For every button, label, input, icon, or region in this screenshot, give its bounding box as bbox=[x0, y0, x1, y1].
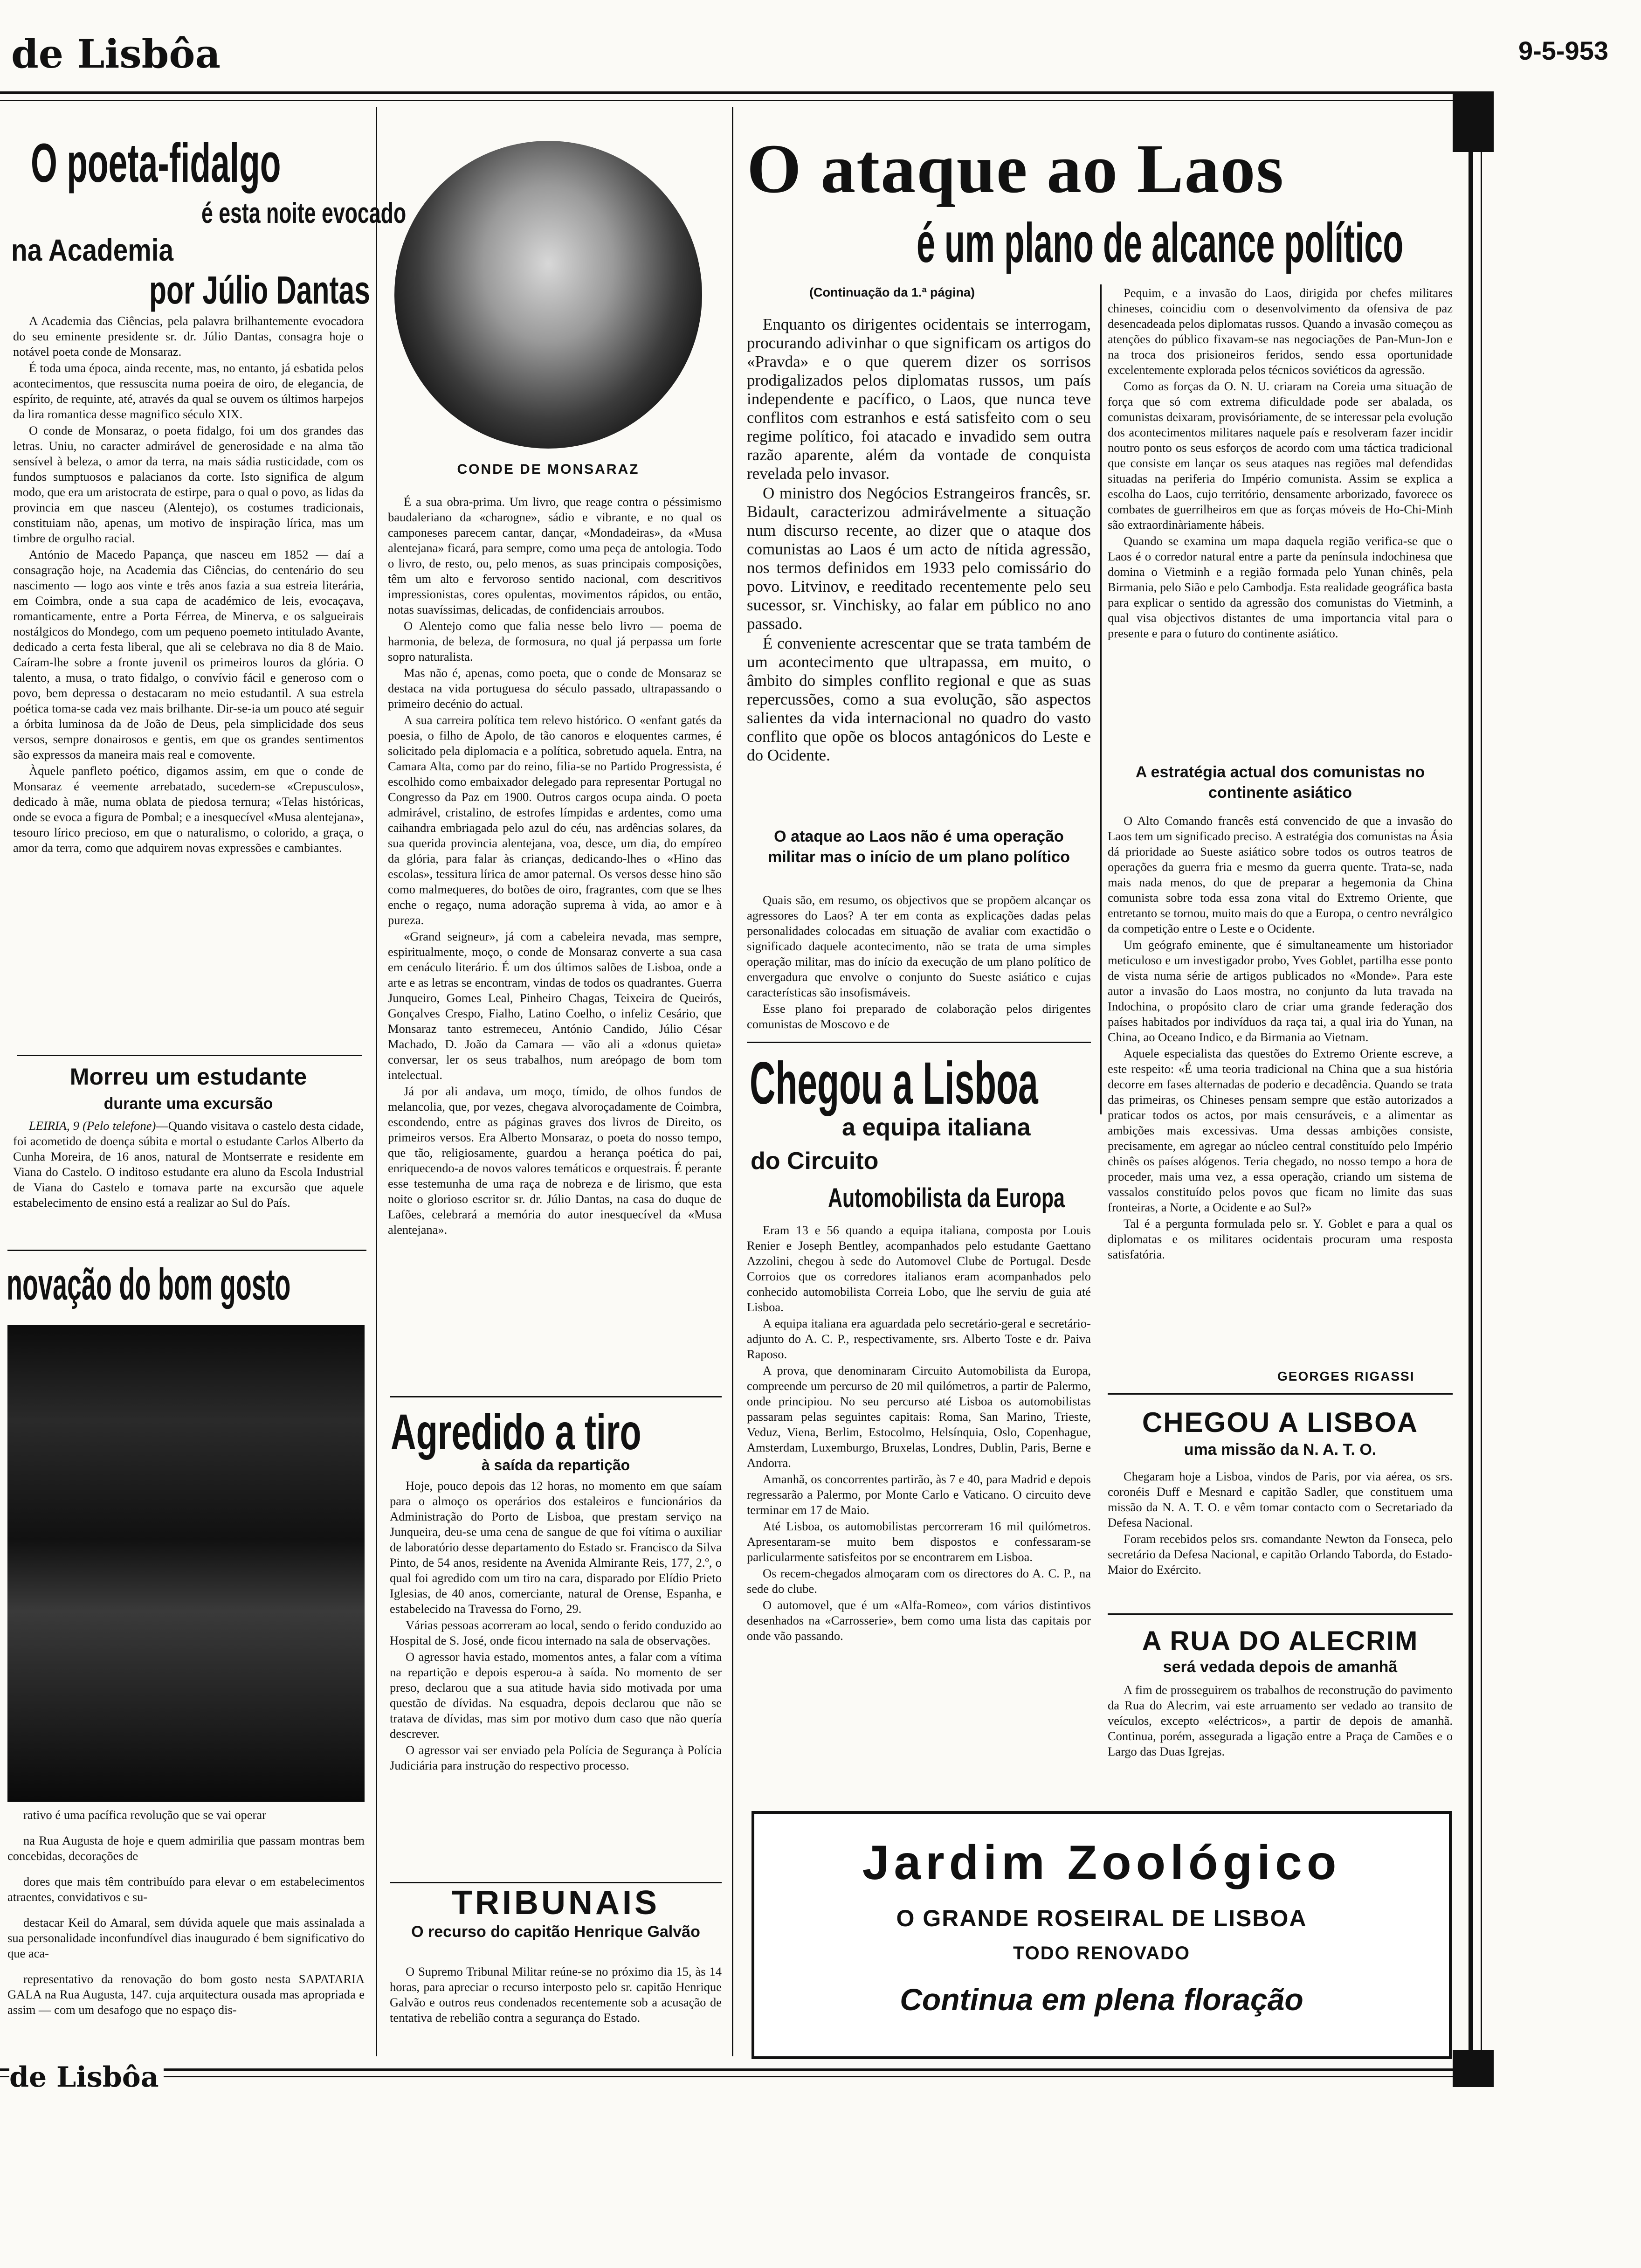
nato-headline: CHEGOU A LISBOA bbox=[1142, 1407, 1419, 1438]
chegou-subhead-1: a equipa italiana bbox=[842, 1114, 1031, 1141]
alecrim-headline: A RUA DO ALECRIM bbox=[1142, 1626, 1419, 1656]
renovacao-para: destacar Keil do Amaral, sem dúvida aquele que mais assinalada a sua personalidade inconfundível dias inaugurado é bem significativo do que aca- bbox=[7, 1915, 365, 1960]
laos-para: O Alto Comando francês está convencido de que a invasão do Laos tem um significado preciso. A estratégia dos comunistas na Ásia dá prioridade ao Sueste asiático sobre todos os outros teatros de operações da guerra fria e mesmo da guerra quente. Trata-se, nada mais nada menos, do que de preparar a hegemonia da China comunista sobre toda essa zona vital do Extremo Oriente, que entretanto se tornou, muito mais do que a Europa, o centro nevrálgico da competição entre o Leste e o Ocidente. bbox=[1108, 814, 1453, 935]
bottom-right-block bbox=[1453, 2050, 1494, 2087]
masthead-title: de Lisbôa bbox=[11, 31, 221, 77]
right-vertical-rule-thin bbox=[1481, 93, 1482, 2066]
portrait-photo bbox=[394, 141, 702, 449]
portrait-caption: CONDE DE MONSARAZ bbox=[457, 462, 640, 477]
laos-subhead: é um plano de alcance político bbox=[917, 212, 1404, 274]
laos-headline: O ataque ao Laos bbox=[747, 130, 1284, 207]
laos-body-right-2 bbox=[1108, 813, 1453, 1362]
renovacao-para: na Rua Augusta de hoje e quem admirilia que passam montras bem concebidas, decorações de bbox=[7, 1833, 365, 1863]
top-rule bbox=[0, 91, 1492, 94]
chegou-body bbox=[747, 1223, 1091, 1811]
middle-para: O Alentejo como que falia nesse belo livro — poema de harmonia, de beleza, de formosura, no qual já perpassa um forte sopro naturalista. bbox=[388, 619, 722, 664]
laos-body-right bbox=[1108, 285, 1453, 756]
tribunais-para: O Supremo Tribunal Militar reúne-se no próximo dia 15, às 14 horas, para apreciar o recurso interposto pelo sr. capitão Henrique Galvão e outros reus condenados recentemente sob a acusação de tentativa de rebelião contra a segurança do Estado. bbox=[390, 1964, 722, 2025]
ad-line-2: O GRANDE ROSEIRAL DE LISBOA bbox=[896, 1905, 1307, 1931]
nato-subhead: uma missão da N. A. T. O. bbox=[1184, 1441, 1377, 1459]
agredido-para: Hoje, pouco depois das 12 horas, no momento em que saíam para o almoço os operários dos estaleiros e funcionários da Administração do Porto de Lisboa, que prestam serviço na Junqueira, deu-se uma cena de sangue de que foi vítima o auxiliar de laboratório desse departamento do Estado sr. Francisco da Silva Pinto, de 54 anos, residente na Avenida Almirante Reis, 177, 2.º, o qual foi agredido com um tiro na cara, disparado por Elídio Prieto Iglesias, de 40 anos, comerciante, natural de Orense, Espanha, e estabelecido na Travessa do Forno, 29. bbox=[390, 1479, 722, 1616]
top-right-block bbox=[1453, 91, 1494, 152]
chegou-para: A equipa italiana era aguardada pelo secretário-geral e secretário-adjunto do A. C. P., respectivamente, srs. Alberto Toste e dr. Paiva Raposo. bbox=[747, 1316, 1091, 1361]
middle-para: A sua carreira política tem relevo histórico. O «enfant gatés da poesia, o filho de Apolo, de tão canoros e eloquentes carmes, é solicitado pela diplomacia e a política, sobretudo aquela. Entra, na Camara Alta, como par do reino, filia-se no Partido Progressista, é escolhido como embaixador delegado para representar Portugal no Congresso da Paz em 1900. Outros cargos ocupa ainda. O poeta admirável, cristalino, de estrofes límpidas e ardentes, como uma caihandra embriagada pelo azul do céu, nas ardências solares, da sua querida provincia alentejana, voa, desce, um dia, do empíreo da glória, para falar às crianças, dedicando-lhes o «Hino das escolas», tessitura lírica de amor paternal. Os versos desse hino são como malmequeres, do botões de oiro, fragrantes, com que se lhes enche o regaço, numa adoração suprema à vida, ao amor e à pureza. bbox=[388, 713, 722, 927]
poeta-para: António de Macedo Papança, que nasceu em 1852 — daí a consagração hoje, na Academia das Ciências, do centenário do seu nascimento — logo aos vinte e três anos fazia a sua estreia literária, em Coimbra, onde a sua capa de académico de leis, evocaçava, romanticamente, entre a Porta Férrea, de Minerva, e os salgueirais nostálgicos do Mondego, com um pequeno poemeto intitulado Avante, dedicado a certa festa liberal, que ali se celebrava no dia 8 de Maio. Caíram-lhe sobre a fronte juvenil os primeiros louros da glória. O talento, a musa, o trato fidalgo, o convívio fácil e generoso com o povo, bem depressa o destacaram no meio estudantil. A sua estrela poética toma-se cada vez mais brilhante. Dir-se-ia um pouco até seguir a órbita luminosa da de João de Deus, pela simplicidade dos seus versos, sempre donairosos e gentis, em que os grandes sentimentos são expressos da maneira mais real e comovente. bbox=[13, 547, 364, 761]
morreu-text: —Quando visitava o castelo desta cidade, foi acometido de doença súbita e mortal o estudante Carlos Alberto da Cunha Moreira, de 16 anos, natural de Montserrate e residente em Viana do Castelo. O inditoso estudante era aluno da Escola Industrial de Viana do Castelo e tomava parte na excursão que aquele estabelecimento de ensino está a realizar ao Sul do País. bbox=[13, 1119, 364, 1210]
laos-para: É conveniente acrescentar que se trata também de um acontecimento que ultrapassa, em muito, o âmbito do simples conflito regional e que as suas repercussões, como a sua evolução, são aspectos salientes da vida internacional no quadro do vasto conflito que opõe os blocos antagónicos do Leste e do Ocidente. bbox=[747, 634, 1091, 764]
morreu-headline: Morreu um estudante bbox=[69, 1064, 307, 1090]
laos-para: Quando se examina um mapa daquela região verifica-se que o Laos é o corredor natural entre a parte da península indochinesa que domina o Vietminh e a região formada pelo Yunan chinês, pela Birmania, pelo Sião e pelo Cambodja. Esta realidade geográfica basta para explicar o sentido da agressão dos comunistas do Vietminh, a qual visa objectivos distantes de uma importancia vital para o presente e para o futuro do continente asiático. bbox=[1108, 534, 1453, 640]
laos-para: Um geógrafo eminente, que é simultaneamente um historiador meticuloso e um investigador probo, Yves Goblet, partilha esse ponto de vista numa série de artigos publicados no «Monde». Para este autor a invasão do Laos mostra, no conjunto da luta travada na Indochina, o propósito claro de criar uma grande federação dos países habitados por indivíduos da raça tai, a qual iria do Yunan, na China, ao Oceano Indico, e da Birmania ao Vietnam. bbox=[1108, 938, 1453, 1044]
chegou-para: Eram 13 e 56 quando a equipa italiana, composta por Louis Renier e Joseph Bentley, acompanhados pelo estudante Gaettano Azzolini, chegou à sede do Automovel Clube de Portugal. Desde Corroios que os corredores italianos eram acompanhados pelo conhecido automobilista Correia Lobo, que lhe serviu de guia até Lisboa. bbox=[747, 1223, 1091, 1314]
middle-para: «Grand seigneur», já com a cabeleira nevada, mas sempre, espiritualmente, moço, o conde de Monsaraz converte a sua casa em cenáculo literário. É um dos últimos salões de Lisboa, onde a arte e as letras se encontram, vindas de todos os quadrantes. Guerra Junqueiro, Gomes Leal, Pinheiro Chagas, Teixeira de Queirós, Gonçalves Crespo, Fialho, Latino Coelho, o infeliz Cesário, que Monsaraz tanto estremeceu, António Candido, Júlio César Machado, D. João da Camara — vão ali a «donus quieta» conversar, ler os seus trabalhos, num areópago de bom tom intelectual. bbox=[388, 929, 722, 1082]
laos-continuation: (Continuação da 1.ª página) bbox=[809, 285, 975, 299]
laos-byline: GEORGES RIGASSI bbox=[1277, 1369, 1415, 1383]
agredido-subhead: à saída da repartição bbox=[481, 1457, 630, 1473]
ad-line-3: TODO RENOVADO bbox=[1013, 1943, 1191, 1964]
laos-body-left bbox=[747, 315, 1091, 820]
poeta-subhead-1: é esta noite evocado bbox=[201, 197, 407, 229]
chegou-subhead-3: Automobilista da Europa bbox=[828, 1183, 1065, 1213]
poeta-subhead-2: na Academia bbox=[11, 233, 174, 267]
alecrim-body bbox=[1108, 1682, 1453, 1794]
chegou-top-rule bbox=[747, 1042, 1091, 1043]
laos-subsection-heading: O ataque ao Laos não é uma operação militar mas o início de um plano político bbox=[768, 828, 1070, 866]
renovacao-para: dores que mais têm contribuído para elevar o em estabelecimentos atraentes, convidativos e su- bbox=[7, 1874, 365, 1904]
chegou-para: Amanhã, os concorrentes partirão, às 7 e 40, para Madrid e depois regressarão a Palermo, por Monte Carlo e Vaticano. O circuito deve terminar em 17 de Maio. bbox=[747, 1472, 1091, 1517]
morreu-body bbox=[13, 1118, 364, 1239]
tribunais-subhead: O recurso do capitão Henrique Galvão bbox=[411, 1923, 700, 1941]
renovacao-top-rule bbox=[7, 1250, 366, 1251]
poeta-para: O conde de Monsaraz, o poeta fidalgo, foi um dos grandes das letras. Uniu, no caracter admirável de generosidade e na alma tão sensível à beleza, o amor da terra, na mais sádia rusticidade, com os fundos sumptuosos e palacianos da corte. Isto significa de algum modo, que era um aristocrata de estirpe, para o qual o povo, as lidas da provincia em que nasceu (Alentejo), os costumes tradicionais, constituiam não, apenas, um motivo de inspiração lírica, mas um timbre de orgulho racial. bbox=[13, 423, 364, 545]
poeta-para: Àquele panfleto poético, digamos assim, em que o conde de Monsaraz é veemente arrebatado, sucedem-se «Crepusculos», dedicado à mãe, numa oblata de piedosa ternura; «Telas históricas, onde se evoca a figura de Pombal; e a inesquecível «Musa alentejana», tesouro lírico precioso, em que o naturalismo, o colorido, a graça, o amor da terra, como que adquirem novas expressões e cambiantes. bbox=[13, 764, 364, 855]
col-sep-3 bbox=[1100, 284, 1102, 1114]
chegou-headline: Chegou a Lisboa bbox=[750, 1050, 1038, 1117]
agredido-para: O agressor havia estado, momentos antes, a falar com a vítima na repartição e depois esperou-a à saída. No momento de ser preso, declarou que a sua atitude havia sido motivada por uma questão de dívidas. Na esquadra, depois declarou que não se tratava de dívidas, mas sim por motivo dum caso que não quería descrever. bbox=[390, 1650, 722, 1741]
poeta-subhead-3: por Júlio Dantas bbox=[149, 268, 370, 312]
poeta-body bbox=[13, 313, 364, 1055]
chegou-para: O automovel, que é um «Alfa-Romeo», com vários distintivos desenhados na «Carrosserie», bem como uma lista das capitais por onde vão passando. bbox=[747, 1598, 1091, 1643]
morreu-dateline: LEIRIA, 9 (Pelo telefone) bbox=[29, 1119, 156, 1133]
morreu-para bbox=[13, 1118, 364, 1210]
alecrim-para: A fim de prosseguirem os trabalhos de reconstrução do pavimento da Rua do Alecrim, vai este arruamento ser vedado ao transito de veículos, excepto «eléctricos», a partir de depois de amanhã. Continua, porém, assegurada a ligação entre a Praça de Camões e o Largo das Duas Igrejas. bbox=[1108, 1683, 1453, 1758]
alecrim-subhead: será vedada depois de amanhã bbox=[1163, 1658, 1398, 1676]
renovacao-para: representativo da renovação do bom gosto nesta SAPATARIA GALA na Rua Augusta, 147. cuja arquitectura ousada mas apropriada e assim — com um desafogo que no espaço dis- bbox=[7, 1972, 365, 2017]
bottom-rule-thin bbox=[0, 2076, 1492, 2077]
middle-body bbox=[388, 494, 722, 1394]
agredido-headline: Agredido a tiro bbox=[391, 1404, 641, 1460]
tribunais-headline: TRIBUNAIS bbox=[452, 1884, 660, 1922]
renovacao-body bbox=[7, 1807, 365, 2059]
issue-date: 9-5-953 bbox=[1518, 36, 1608, 65]
renovacao-para: rativo é uma pacífica revolução que se vai operar bbox=[23, 1808, 266, 1822]
right-vertical-rule bbox=[1469, 93, 1473, 2066]
morreu-top-rule bbox=[17, 1055, 362, 1056]
morreu-subhead: durante uma excursão bbox=[103, 1095, 273, 1113]
renovacao-headline: novação do bom gosto bbox=[7, 1259, 291, 1309]
laos-subsection-heading-2: A estratégia actual dos comunistas no continente asiático bbox=[1135, 763, 1425, 802]
laos-para: O ministro dos Negócios Estrangeiros francês, sr. Bidault, caracterizou admirávelmente a situação num discurso recente, ao dizer que o ataque dos comunistas ao Laos é um acto de nítida agressão, nos termos definidos em 1933 pelo comissário do povo. Litvinov, e reeditado recentemente pelo seu sucessor, sr. Vinchisky, ao falar em público no ano passado. bbox=[747, 484, 1091, 633]
poeta-para: A Academia das Ciências, pela palavra brilhantemente evocadora do seu eminente presidente sr. dr. Júlio Dantas, consagra hoje o notável poeta conde de Monsaraz. bbox=[13, 314, 364, 359]
col-sep-2 bbox=[732, 107, 733, 2056]
agredido-top-rule bbox=[390, 1396, 722, 1397]
agredido-para: O agressor vai ser enviado pela Polícia de Segurança à Polícia Judiciária para instrução do respectivo processo. bbox=[390, 1743, 722, 1772]
laos-para: Tal é a pergunta formulada pelo sr. Y. Goblet e para a qual os diplomatas e os militares ocidentais procuram uma resposta satisfatória. bbox=[1108, 1217, 1453, 1261]
poeta-headline: O poeta-fidalgo bbox=[31, 132, 281, 194]
laos-para: Aquele especialista das questões do Extremo Oriente escreve, a este respeito: «É uma teoria tradicional na China que a sua história decorre em fases alternadas de poderio e decadência. Quando se trata das primeiras, os Chineses pensam sempre que estão autorizados a praticar todos os actos, por mais censuráveis, e a alimentar as ambições mais excessivas. Uma dessas ambições consiste, precisamente, em agregar ao núcleo central constituído pelo Império chinês os países alógenos. Teria chegado, no nosso tempo a hora de proceder, mais uma vez, a essa operação, criando um sistema de vassalos constituído pelos povos que ficam no limite das suas fronteiras, a Norte, a Ocidente e ao Sul?» bbox=[1108, 1046, 1453, 1214]
middle-para: Mas não é, apenas, como poeta, que o conde de Monsaraz se destaca na vida portuguesa do século passado, ultrapassando o primeiro decénio do actual. bbox=[388, 666, 722, 711]
storefront-photo bbox=[7, 1325, 365, 1802]
laos-para: Como as forças da O. N. U. criaram na Coreia uma situação de força que só com extrema dificuldade pode ser abalada, os comunistas deixaram, provisóriamente, de se interessar pela evolução dos acontecimentos militares naquele país e resolveram fazer incidir noutro ponto os seus esforços de acordo com uma táctica tradicional que consiste em lançar os seus ataques nas regiões mal defendidas situadas na periferia do Império comunista. Assim se explica a escolha do Laos, cujo território, densamente arborizado, favorece os combates de guerrilheiros em que as forças móveis de Ho-Chi-Minh são extraordinàriamente hábeis. bbox=[1108, 379, 1453, 532]
middle-para: É a sua obra-prima. Um livro, que reage contra o péssimismo baudaleriano da «charogne», sádio e vibrante, e no qual os camponeses parecem cantar, dançar, «Mondadeiras», da «Musa alentejana» ficará, para sempre, como uma peça de antologia. Todo o livro, de resto, ou, pelo menos, as suas principais composições, têm um alto e fervoroso sentido nacional, com descritivos impressionistas, cores opulentas, movimentos rápidos, ou então, notas suavíssimas, delicadas, de confidenciais arroubos. bbox=[388, 495, 722, 616]
laos-para: Esse plano foi preparado de colaboração pelos dirigentes comunistas de Moscovo e de bbox=[747, 1002, 1091, 1031]
chegou-para: Até Lisboa, os automobilistas percorreram 16 mil quilómetros. Apresentaram-se muito bem dispostos e confessaram-se parlicularmente satisfeitos por se encontrarem em Lisboa. bbox=[747, 1519, 1091, 1564]
chegou-subhead-2: do Circuito bbox=[751, 1148, 879, 1175]
laos-para: Pequim, e a invasão do Laos, dirigida por chefes militares chineses, coincidiu com o desenvolvimento da ofensiva de paz desencadeada pelos diplomatas russos. Quando a invasão começou as atenções do público fixavam-se nas negociações de Pan-Mun-Jon e na troca dos prisioneiros feridos, sendo essa oportunidade excelentemente explorada pelos técnicos soviéticos da agressão. bbox=[1108, 286, 1453, 377]
footer-masthead: de Lisbôa bbox=[9, 2061, 164, 2094]
agredido-para: Várias pessoas acorreram ao local, sendo o ferido conduzido ao Hospital de S. José, onde ficou internado na sala de observações. bbox=[390, 1618, 722, 1647]
nato-para: Foram recebidos pelos srs. comandante Newton da Fonseca, pelo secretário da Defesa Nacional, e capitão Orlando Taborda, do Estado-Maior do Exército. bbox=[1108, 1532, 1453, 1577]
laos-body-left-2 bbox=[747, 892, 1091, 1037]
zoo-advertisement bbox=[752, 1811, 1452, 2059]
poeta-para: É toda uma época, ainda recente, mas, no entanto, já esbatida pelos acontecimentos, que ressuscita numa poeira de oiro, de elegancia, de espírito, de requinte, até, através da qual se ouvem os últimos harpejos da lira romantica desse magnifico século XIX. bbox=[13, 361, 364, 421]
tribunais-body bbox=[390, 1964, 722, 2057]
laos-para: Quais são, em resumo, os objectivos que se propõem alcançar os agressores do Laos? A ter em conta as explicações dadas pelas personalidades colocadas em situação de avaliar com exactidão o significado daquele acontecimento, não se trata de uma simples operação militar, mas do início da execução de um plano político de envergadura que envolve o conjunto do Sueste asiático e cujas características são insofismáveis. bbox=[747, 893, 1091, 999]
ad-line-4: Continua em plena floração bbox=[900, 1982, 1303, 2017]
chegou-para: Os recem-chegados almoçaram com os directores do A. C. P., na sede do clube. bbox=[747, 1566, 1091, 1596]
top-rule-thin bbox=[0, 100, 1492, 101]
middle-para: Já por ali andava, um moço, tímido, de olhos fundos de melancolia, que, por vezes, chegava alvoroçadamente de Coimbra, escondendo, entre as páginas graves dos livros de Direito, os primeiros versos. Era Alberto Monsaraz, o poeta do nosso tempo, que tão, religiosamente, guardou a herança poética do pai, enriquecendo-a de novos valores temáticos e orquestrais. É perante esse testemunha de uma raça de nobreza e de lirismo, que esta noite o glorioso escritor sr. dr. Júlio Dantas, na casa do duque de Lafões, celebrará a memória do autor inesquecível da «Musa alentejana». bbox=[388, 1084, 722, 1237]
nato-top-rule bbox=[1108, 1393, 1453, 1395]
alecrim-top-rule bbox=[1108, 1613, 1453, 1615]
bottom-rule bbox=[0, 2068, 1492, 2071]
nato-body bbox=[1108, 1469, 1453, 1609]
agredido-body bbox=[390, 1478, 722, 1865]
col-sep-1 bbox=[376, 107, 377, 2056]
ad-title: Jardim Zoológico bbox=[862, 1836, 1341, 1890]
tribunais-top-rule bbox=[390, 1882, 722, 1883]
nato-para: Chegaram hoje a Lisboa, vindos de Paris, por via aérea, os srs. coronéis Duff e Mesnard e capitão Sadler, que constituem uma missão da N. A. T. O. e vêm tomar contacto com o Secretariado da Defesa Nacional. bbox=[1108, 1469, 1453, 1529]
laos-para: Enquanto os dirigentes ocidentais se interrogam, procurando adivinhar o que significam os artigos do «Pravda» e o que querem dizer os sorrisos prodigalizados pelos diplomatas russos, um país independente e pacífico, o Laos, que nunca teve conflitos com estranhos e está satisfeito com o seu regime político, foi atacado e invadido sem outra razão aparente, além da vontade de conquista revelada pelo invasor. bbox=[747, 315, 1091, 483]
chegou-para: A prova, que denominaram Circuito Automobilista da Europa, compreende um percurso de 20 mil quilómetros, a partir de Palermo, onde principiou. No seu percurso até Lisboa os automobilistas passaram pelas seguintes capitais: Roma, San Marino, Trieste, Veduz, Viena, Berlim, Estocolmo, Helsínquia, Oslo, Copenhague, Amsterdam, Luxemburgo, Bruxelas, Londres, Dublin, Paris, Berne e Andorra. bbox=[747, 1363, 1091, 1470]
